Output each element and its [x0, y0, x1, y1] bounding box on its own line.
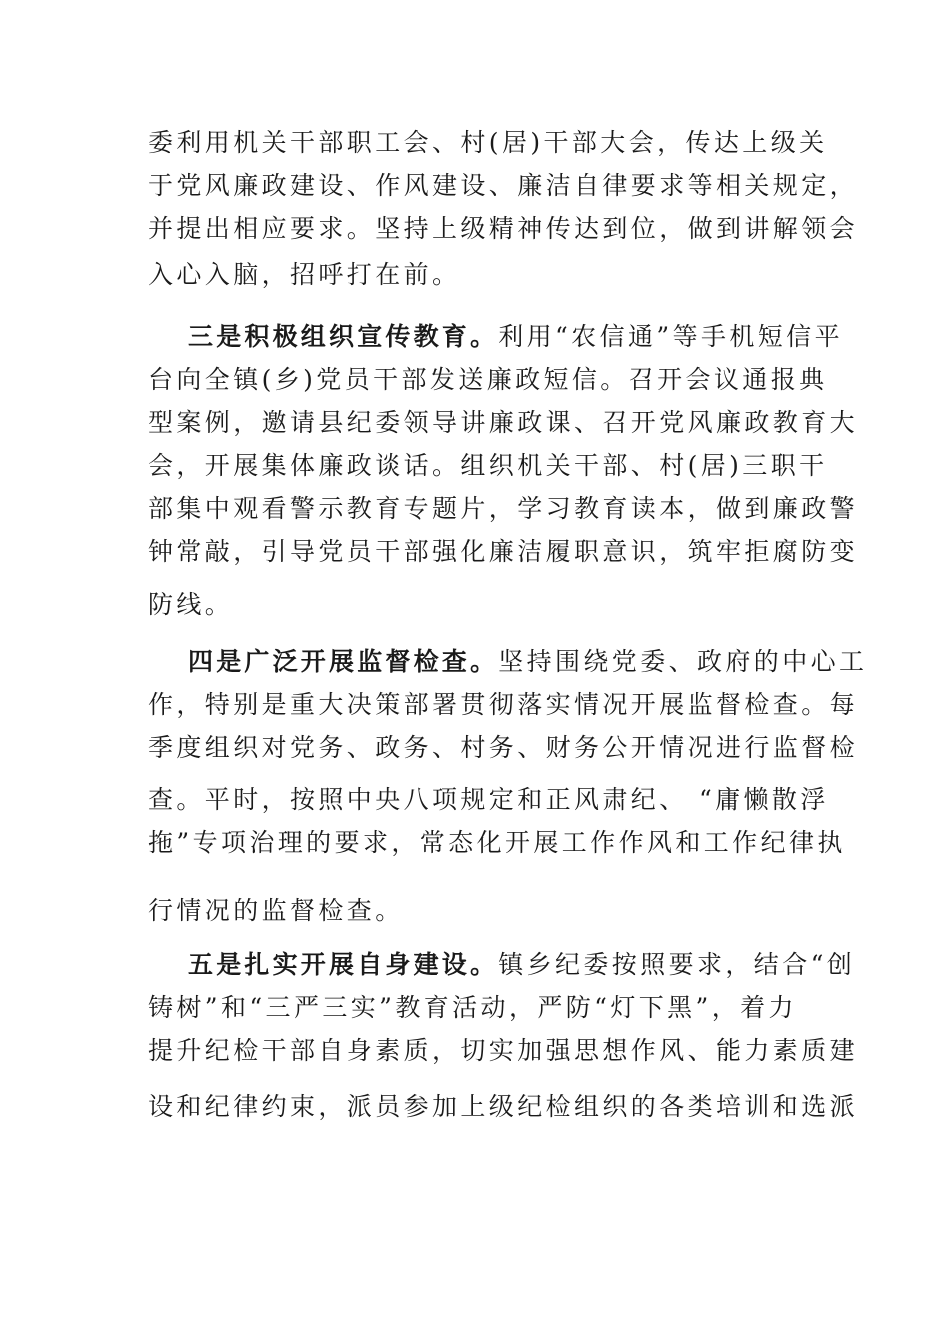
paragraph-1-line-2: 于党风廉政建设、作风建设、廉洁自律要求等相关规定，: [148, 171, 859, 200]
paragraph-3-line-2: 作，特别是重大决策部署贯彻落实情况开展监督检查。每: [148, 690, 859, 719]
paragraph-3-line-5: 拖”专项治理的要求，常态化开展工作作风和工作纪律执: [148, 828, 846, 857]
paragraph-3-line-1: [188, 645, 867, 679]
paragraph-1-line-4: 入心入脑，招呼打在前。: [148, 260, 461, 289]
paragraph-2-line-6: 钟常敲，引导党员干部强化廉洁履职意识，筑牢拒腐防变: [148, 537, 859, 566]
paragraph-1-line-1: 委利用机关干部职工会、村(居)干部大会，传达上级关: [148, 128, 828, 157]
paragraph-2-line-5: 部集中观看警示教育专题片，学习教育读本，做到廉政警: [148, 494, 859, 523]
paragraph-4-line-3: 提升纪检干部自身素质，切实加强思想作风、能力素质建: [148, 1036, 859, 1065]
paragraph-4-first-text: 镇乡纪委按照要求，结合“创: [498, 950, 856, 979]
paragraph-3-first-text: 坚持围绕党委、政府的中心工: [498, 647, 868, 676]
paragraph-1-line-3: 并提出相应要求。坚持上级精神传达到位，做到讲解领会: [148, 214, 859, 243]
paragraph-4-line-4: 设和纪律约束，派员参加上级纪检组织的各类培训和选派: [148, 1092, 859, 1121]
paragraph-3-heading: 四是广泛开展监督检查。: [188, 647, 499, 676]
paragraph-2-line-4: 会，开展集体廉政谈话。组织机关干部、村(居)三职干: [148, 451, 828, 480]
paragraph-2-heading: 三是积极组织宣传教育。: [188, 322, 499, 351]
paragraph-4-line-2: 铸树”和“三严三实”教育活动，严防“灯下黑”，着力: [148, 993, 797, 1022]
paragraph-2-line-2: 台向全镇(乡)党员干部发送廉政短信。召开会议通报典: [148, 365, 828, 394]
paragraph-3-line-6: 行情况的监督检查。: [148, 896, 404, 925]
paragraph-2-first-text: 利用“农信通”等手机短信平: [498, 322, 843, 351]
paragraph-3-line-4: 查。平时，按照中央八项规定和正风肃纪、 “庸懒散浮: [148, 785, 829, 814]
paragraph-2-line-1: [188, 320, 843, 354]
paragraph-2-line-7: 防线。: [148, 590, 234, 619]
paragraph-2-line-3: 型案例，邀请县纪委领导讲廉政课、召开党风廉政教育大: [148, 408, 859, 437]
paragraph-4-heading: 五是扎实开展自身建设。: [188, 950, 499, 979]
paragraph-4-line-1: [188, 948, 855, 982]
paragraph-3-line-3: 季度组织对党务、政务、村务、财务公开情况进行监督检: [148, 733, 859, 762]
